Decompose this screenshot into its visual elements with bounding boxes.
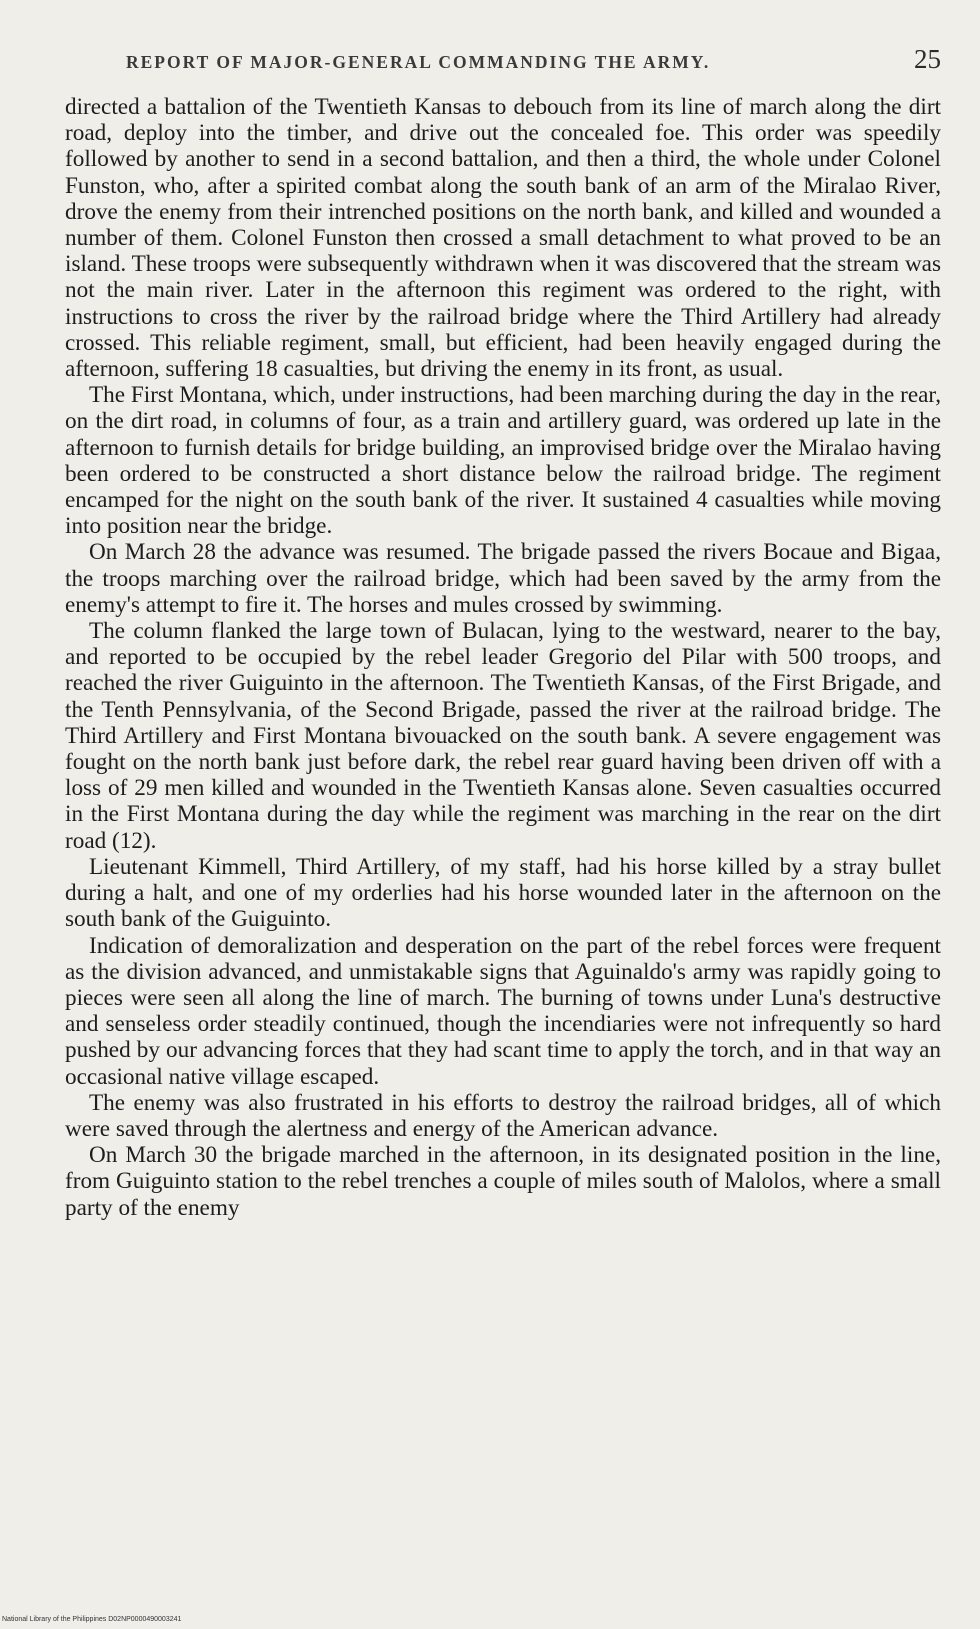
paragraph: The First Montana, which, under instructions, had been marching during the day in the rear, on the dirt road, in columns of four, as a train and artillery guard, was ordered up late in the afternoon to furnish details for bridge building, an improvised bridge over the Miralao having been ordered to be constructed a short distance below the railroad bridge. The regiment encamped for the night on the south bank of the river. It sustained 4 casualties while moving into position near the bridge.	[65, 382, 941, 540]
page-header	[126, 44, 941, 78]
paragraph: The column flanked the large town of Bulacan, lying to the westward, nearer to the bay, and reported to be occupied by the rebel leader Gregorio del Pilar with 500 troops, and reached the river Guiguinto in the afternoon. The Twentieth Kansas, of the First Brigade, and the Tenth Pennsylvania, of the Second Brigade, passed the river at the railroad bridge. The Third Artillery and First Montana bivouacked on the south bank. A severe engagement was fought on the north bank just before dark, the rebel rear guard having been driven off with a loss of 29 men killed and wounded in the Twentieth Kansas alone. Seven casualties occurred in the First Montana during the day while the regiment was marching in the rear on the dirt road (12).	[65, 618, 941, 854]
page-number: 25	[914, 44, 941, 74]
paragraph: directed a battalion of the Twentieth Kansas to debouch from its line of march along the dirt road, deploy into the timber, and drive out the concealed foe. This order was speedily followed by another to send in a second battalion, and then a third, the whole under Colonel Funston, who, after a spirited combat along the south bank of an arm of the Miralao River, drove the enemy from their intrenched positions on the north bank, and killed and wounded a number of them. Colonel Funston then crossed a small detachment to what proved to be an island. These troops were subsequently withdrawn when it was discovered that the stream was not the main river. Later in the afternoon this regiment was ordered to the right, with instructions to cross the river by the railroad bridge where the Third Artillery had already crossed. This reliable regiment, small, but efficient, had been heavily engaged during the afternoon, suffering 18 casualties, but driving the enemy in its front, as usual.	[65, 94, 941, 383]
running-head: REPORT OF MAJOR-GENERAL COMMANDING THE ARMY.	[126, 52, 711, 72]
archive-stamp: National Library of the Philippines D02NP0000490003241	[2, 1616, 182, 1623]
paragraph: On March 28 the advance was resumed. The brigade passed the rivers Bocaue and Bigaa, the troops marching over the railroad bridge, which had been saved by the army from the enemy's attempt to fire it. The horses and mules crossed by swimming.	[65, 539, 941, 618]
paragraph: The enemy was also frustrated in his efforts to destroy the railroad bridges, all of which were saved through the alertness and energy of the American advance.	[65, 1089, 941, 1142]
paragraph: On March 30 the brigade marched in the afternoon, in its designated position in the line, from Guiguinto station to the rebel trenches a couple of miles south of Malolos, where a small party of the enemy	[65, 1142, 941, 1221]
paragraph: Lieutenant Kimmell, Third Artillery, of my staff, had his horse killed by a stray bullet during a halt, and one of my orderlies had his horse wounded later in the afternoon on the south bank of the Guiguinto.	[65, 853, 941, 933]
body-text	[65, 94, 941, 1221]
paragraph: Indication of demoralization and desperation on the part of the rebel forces were frequent as the division advanced, and unmistakable signs that Aguinaldo's army was rapidly going to pieces were seen all along the line of march. The burning of towns under Luna's destructive and senseless order steadily continued, though the incendiaries were not infrequently so hard pushed by our advancing forces that they had scant time to apply the torch, and in that way an occasional native village escaped.	[65, 932, 941, 1090]
